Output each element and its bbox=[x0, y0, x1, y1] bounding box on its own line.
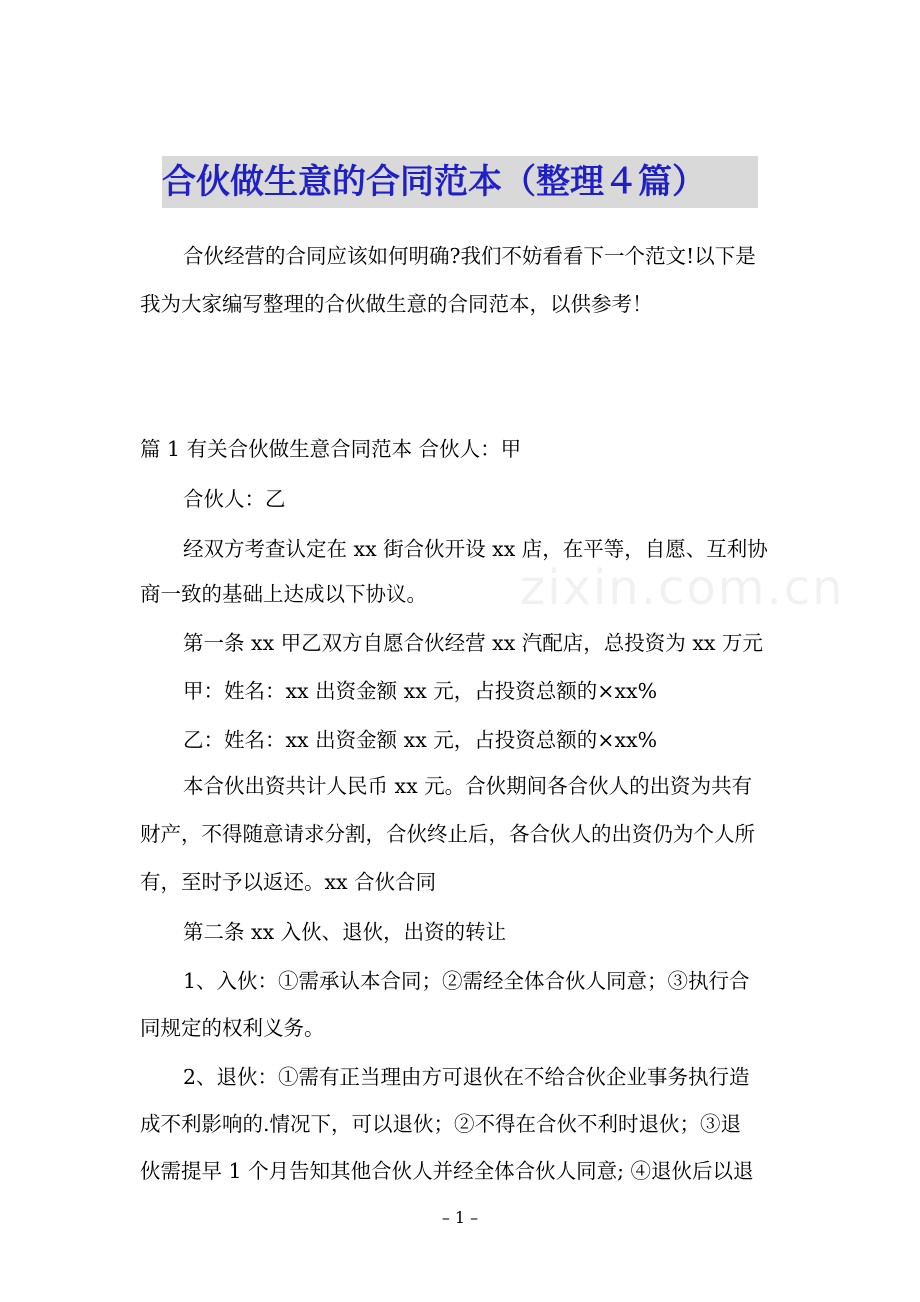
body-line: 成不利影响的.情况下，可以退伙；②不得在合伙不利时退伙；③退 bbox=[140, 1112, 742, 1136]
document-title: 合伙做生意的合同范本（整理４篇） bbox=[162, 162, 706, 202]
article-2-heading: 第二条 xx 入伙、退伙，出资的转让 bbox=[183, 920, 507, 944]
body-line: 1、入伙：①需承认本合同；②需经全体合伙人同意；③执行合 bbox=[183, 969, 750, 993]
watermark: zixin.com.cn bbox=[520, 560, 845, 616]
body-line: 有，至时予以返还。xx 合伙合同 bbox=[140, 870, 437, 894]
partner-a-investment: 甲：姓名：xx 出资金额 xx 元，占投资总额的×xx% bbox=[183, 679, 658, 703]
body-line: 经双方考查认定在 xx 街合伙开设 xx 店，在平等，自愿、互利协 bbox=[183, 537, 768, 561]
body-line: 商一致的基础上达成以下协议。 bbox=[140, 582, 427, 606]
title-highlight bbox=[162, 156, 758, 208]
body-line: 2、退伙：①需有正当理由方可退伙在不给合伙企业事务执行造 bbox=[183, 1065, 750, 1089]
body-line: 本合伙出资共计人民币 xx 元。合伙期间各合伙人的出资为共有 bbox=[183, 774, 753, 798]
article-1-line: 第一条 xx 甲乙双方自愿合伙经营 xx 汽配店，总投资为 xx 万元 bbox=[183, 631, 763, 655]
body-line: 伙需提早 1 个月告知其他合伙人并经全体合伙人同意; ④退伙后以退 bbox=[140, 1159, 754, 1183]
partner-b-line: 合伙人：乙 bbox=[183, 487, 286, 511]
partner-b-investment: 乙：姓名：xx 出资金额 xx 元，占投资总额的×xx% bbox=[183, 728, 658, 752]
body-line: 财产，不得随意请求分割，合伙终止后，各合伙人的出资仍为个人所 bbox=[140, 822, 755, 846]
page-number: – 1 – bbox=[441, 1208, 479, 1227]
section-heading: 篇 1 有关合伙做生意合同范本 合伙人：甲 bbox=[140, 437, 522, 461]
intro-line-1: 合伙经营的合同应该如何明确?我们不妨看看下一个范文!以下是 bbox=[183, 244, 756, 268]
body-line: 同规定的权利义务。 bbox=[140, 1016, 325, 1040]
intro-line-2: 我为大家编写整理的合伙做生意的合同范本，以供参考！ bbox=[140, 292, 653, 316]
